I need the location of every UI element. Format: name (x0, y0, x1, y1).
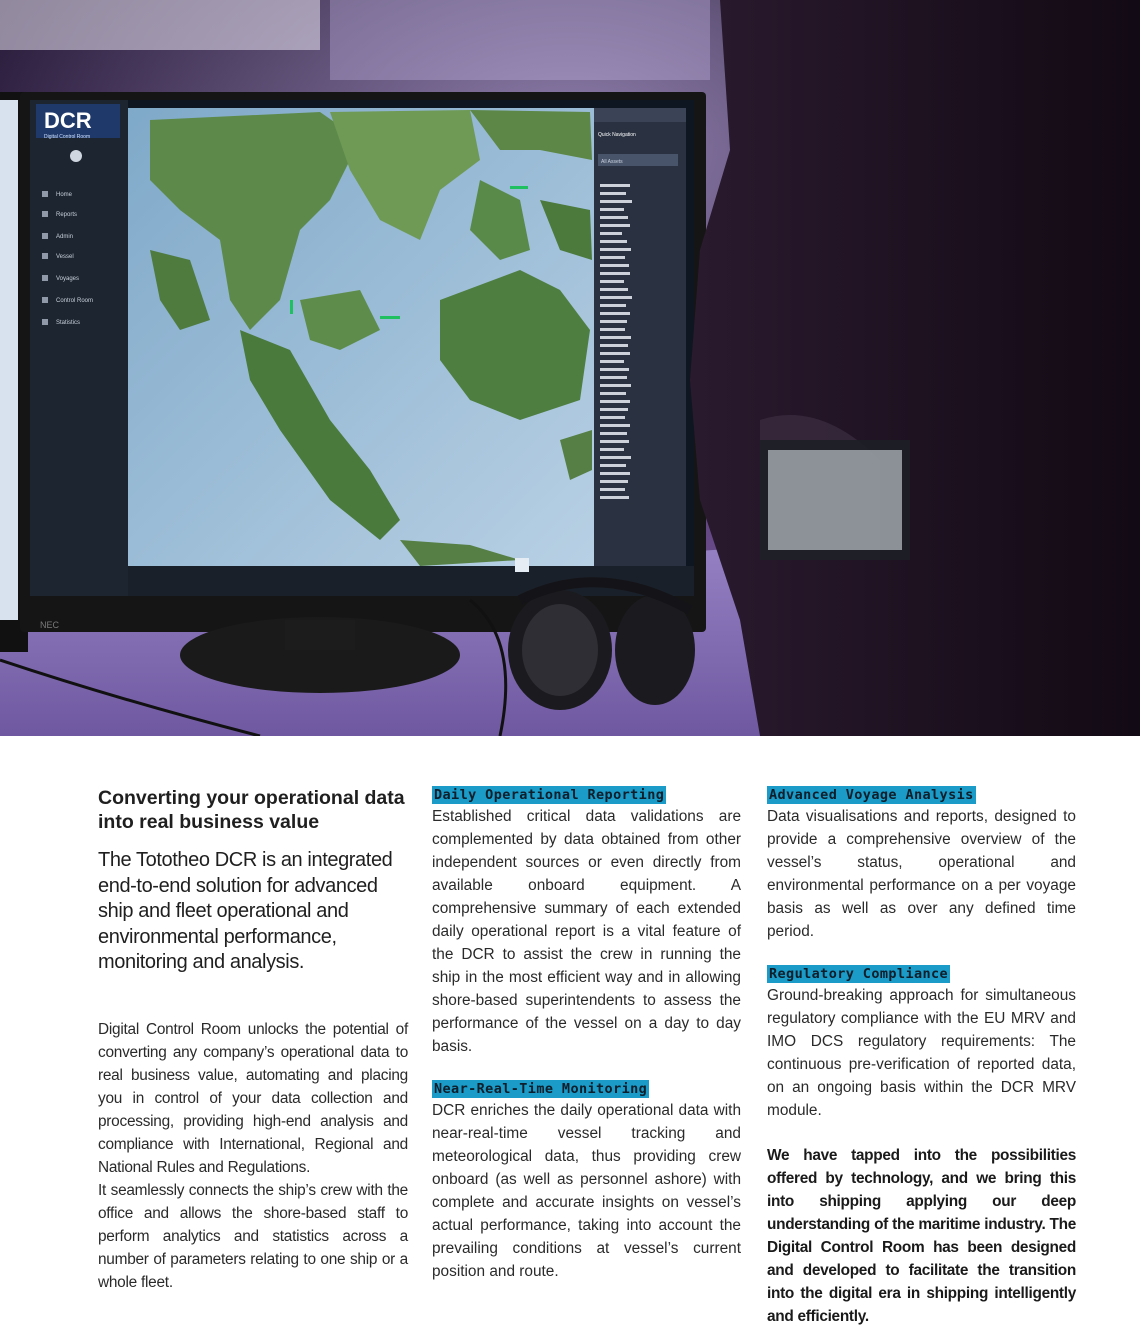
sidebar-item-control-room[interactable]: Control Room (56, 298, 94, 304)
intro-paragraph-1: Digital Control Room unlocks the potential of converting any company’s operational data to real business value, automating and placing you in control of your data collection and processing, providing high-end analysis and compliance with International, Regional and National Rules and Regulations. (98, 1020, 408, 1176)
monitor-brand: NEC (40, 620, 60, 630)
section-daily-reporting (432, 786, 741, 1058)
panel-search-input[interactable]: All Assets (601, 159, 623, 165)
sidebar-item-vessel[interactable]: Vessel (56, 254, 74, 260)
features-column-1 (432, 786, 741, 1305)
intro-column (98, 786, 408, 1294)
section-near-real-time-monitoring (432, 1080, 741, 1283)
intro-paragraph-2: It seamlessly connects the ship’s crew with the office and allows the shore-based staff to perform analytics and statistics across a number of parameters relating to one ship or a whole fleet. (98, 1181, 408, 1291)
app-logo-subtitle: Digital Control Room (44, 134, 91, 140)
section-heading: Regulatory Compliance (769, 966, 949, 982)
closing-statement: We have tapped into the possibilities offered by technology, and we bring this into shipping applying our deep understanding of the maritime industry. The Digital Control Room has been designed and developed to facilitate the transition into the digital era in shipping intelligently and efficiently. (767, 1147, 1076, 1325)
section-heading: Daily Operational Reporting (434, 787, 665, 803)
sidebar-item-statistics[interactable]: Statistics (56, 320, 81, 326)
section-body: Data visualisations and reports, designed to provide a comprehensive overview of the vessel’s status, operational and environmental performance on a per voyage basis as well as over any defined time period. (767, 808, 1076, 940)
sidebar-item-voyages[interactable]: Voyages (56, 276, 80, 282)
section-heading: Near-Real-Time Monitoring (434, 1081, 648, 1097)
sidebar-item-reports[interactable]: Reports (56, 212, 78, 218)
section-body: DCR enriches the daily operational data with near-real-time vessel tracking and meteorological data, thus providing crew onboard (as well as personnel ashore) with complete and accurate insights on vessel’s actual performance, taking into account the prevailing conditions at vessel’s current position and route. (432, 1102, 741, 1280)
panel-title: Quick Navigation (598, 132, 636, 138)
page-heading: Converting your operational data into real business value (98, 787, 405, 833)
section-body: Established critical data validations are complemented by data obtained from other independent sources or even directly from available onboard equipment. A comprehensive summary of each extended daily operational report is a vital feature of the DCR to assist the crew in running the ship in the most efficient way and in allowing shore-based superintendents to assess the performance of the vessel on a day to day basis. (432, 808, 741, 1055)
section-regulatory-compliance (767, 965, 1076, 1122)
app-logo: DCR (44, 108, 92, 133)
sidebar-item-admin[interactable]: Admin (56, 234, 74, 240)
lead-paragraph: The Tototheo DCR is an integrated end-to-end solution for advanced ship and fleet operational and environmental performance, monitoring and analysis. (98, 849, 393, 973)
section-body: Ground-breaking approach for simultaneous regulatory compliance with the EU MRV and IMO DCS regulatory requirements: The continuous pre-verification of reported data, on an ongoing basis within the DCR MRV module. (767, 987, 1076, 1119)
sidebar-item-home[interactable]: Home (56, 192, 73, 198)
features-column-2 (767, 786, 1076, 1328)
section-heading: Advanced Voyage Analysis (769, 787, 974, 803)
section-voyage-analysis (767, 786, 1076, 943)
